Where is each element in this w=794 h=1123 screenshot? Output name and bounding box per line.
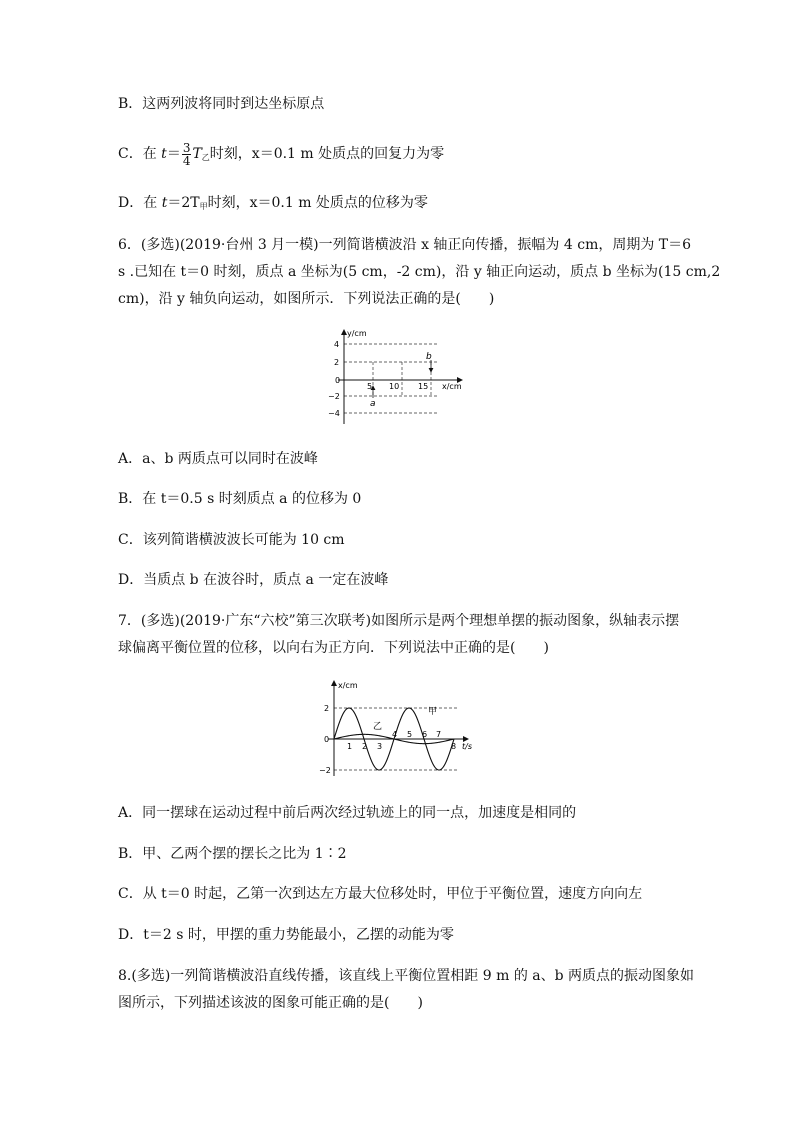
x-tick-7: 7 — [436, 730, 442, 739]
point-b-label: b — [426, 352, 432, 362]
q6-option-b: B．在 t＝0.5 s 时刻质点 a 的位移为 0 — [118, 491, 362, 507]
q7-stem-line1: 7．(多选)(2019·广东“六校”第三次联考)如图所示是两个理想单摆的振动图象，纵轴表示摆 — [118, 613, 680, 629]
q5-option-c-prefix: C．在 — [118, 146, 162, 162]
y-axis-label: y/cm — [347, 329, 367, 338]
q5-option-d-prefix: D．在 — [118, 195, 162, 211]
x-tick-1: 1 — [347, 742, 353, 751]
q7-option-c: C．从 t＝0 时起，乙第一次到达左方最大位移处时，甲位于平衡位置，速度方向向左 — [118, 886, 643, 902]
q5-option-c-suffix: 时刻，x＝0.1 m 处质点的回复力为零 — [209, 146, 445, 162]
q5-option-c-eq: ＝ — [166, 146, 181, 162]
curve-yi-label: 乙 — [373, 722, 383, 732]
q6-option-d: D．当质点 b 在波谷时，质点 a 一定在波峰 — [118, 572, 389, 588]
q5-option-d-t: t — [161, 195, 168, 211]
y-tick-minus4: −4 — [328, 409, 340, 418]
q5-option-c-period: T — [192, 146, 202, 162]
fraction-denominator: 4 — [182, 153, 191, 168]
q8-stem-line2: 图所示，下列描述该波的图象可能正确的是( ) — [118, 995, 423, 1011]
x-tick-5: 5 — [367, 382, 373, 391]
q7-option-b: B．甲、乙两个摆的摆长之比为 1∶2 — [118, 846, 347, 862]
x-tick-8: 8 — [451, 742, 457, 751]
q6-option-c: C．该列简谐横波波长可能为 10 cm — [118, 532, 345, 548]
point-a-label: a — [370, 399, 376, 409]
y-axis-label: x/cm — [338, 681, 358, 690]
q8-stem-line1: 8.(多选)一列简谐横波沿直线传播，该直线上平衡位置相距 9 m 的 a、b 两质点的振动图象如 — [118, 968, 695, 984]
x-tick-4: 4 — [392, 730, 398, 739]
fraction-numerator: 3 — [182, 140, 191, 155]
x-tick-15: 15 — [418, 382, 429, 391]
q6-stem-line2: s .已知在 t＝0 时刻，质点 a 坐标为(5 cm，-2 cm)，沿 y 轴正向运动，质点 b 坐标为(15 cm,2 — [118, 264, 721, 280]
x-tick-5: 5 — [407, 730, 413, 739]
y-tick-2: 2 — [334, 358, 340, 367]
x-tick-2: 2 — [362, 742, 368, 751]
q5-option-d-subscript: 甲 — [199, 202, 208, 211]
q5-option-c-fraction — [182, 142, 192, 167]
x-axis-label: x/cm — [442, 382, 462, 391]
x-tick-10: 10 — [389, 382, 400, 391]
curve-jia-label: 甲 — [428, 707, 438, 717]
y-tick-0: 0 — [324, 735, 330, 744]
q5-option-b: B．这两列波将同时到达坐标原点 — [118, 96, 325, 112]
q5-option-c-subscript: 乙 — [201, 153, 210, 162]
q7-option-a: A．同一摆球在运动过程中前后两次经过轨迹上的同一点，加速度是相同的 — [118, 805, 577, 821]
q5-option-c — [118, 140, 444, 172]
q6-stem-line3: cm)，沿 y 轴负向运动，如图所示．下列说法正确的是( ) — [118, 291, 495, 307]
q7-oscillation-figure — [318, 676, 478, 778]
y-tick-minus2: −2 — [328, 392, 340, 401]
y-tick-4: 4 — [334, 340, 340, 349]
x-axis-label: t/s — [462, 742, 472, 751]
q5-option-d — [118, 193, 428, 217]
q5-option-d-mid: ＝2T — [167, 195, 200, 211]
x-tick-6: 6 — [422, 730, 428, 739]
y-tick-minus2: −2 — [319, 766, 331, 775]
q7-stem-line2: 球偏离平衡位置的位移，以向右为正方向．下列说法中正确的是( ) — [118, 640, 549, 656]
q6-option-a: A．a、b 两质点可以同时在波峰 — [118, 451, 318, 467]
q6-stem-line1: 6．(多选)(2019·台州 3 月一模)一列简谐横波沿 x 轴正向传播，振幅为 4 cm，周期为 T＝6 — [118, 237, 692, 253]
q5-option-c-t: t — [161, 146, 167, 162]
q7-option-d: D．t＝2 s 时，甲摆的重力势能最小，乙摆的动能为零 — [118, 927, 454, 943]
y-tick-2: 2 — [324, 704, 330, 713]
x-tick-3: 3 — [377, 742, 383, 751]
q5-option-d-suffix: 时刻，x＝0.1 m 处质点的位移为零 — [207, 195, 428, 211]
q6-wave-figure — [322, 326, 482, 426]
y-tick-0: 0 — [335, 376, 341, 385]
